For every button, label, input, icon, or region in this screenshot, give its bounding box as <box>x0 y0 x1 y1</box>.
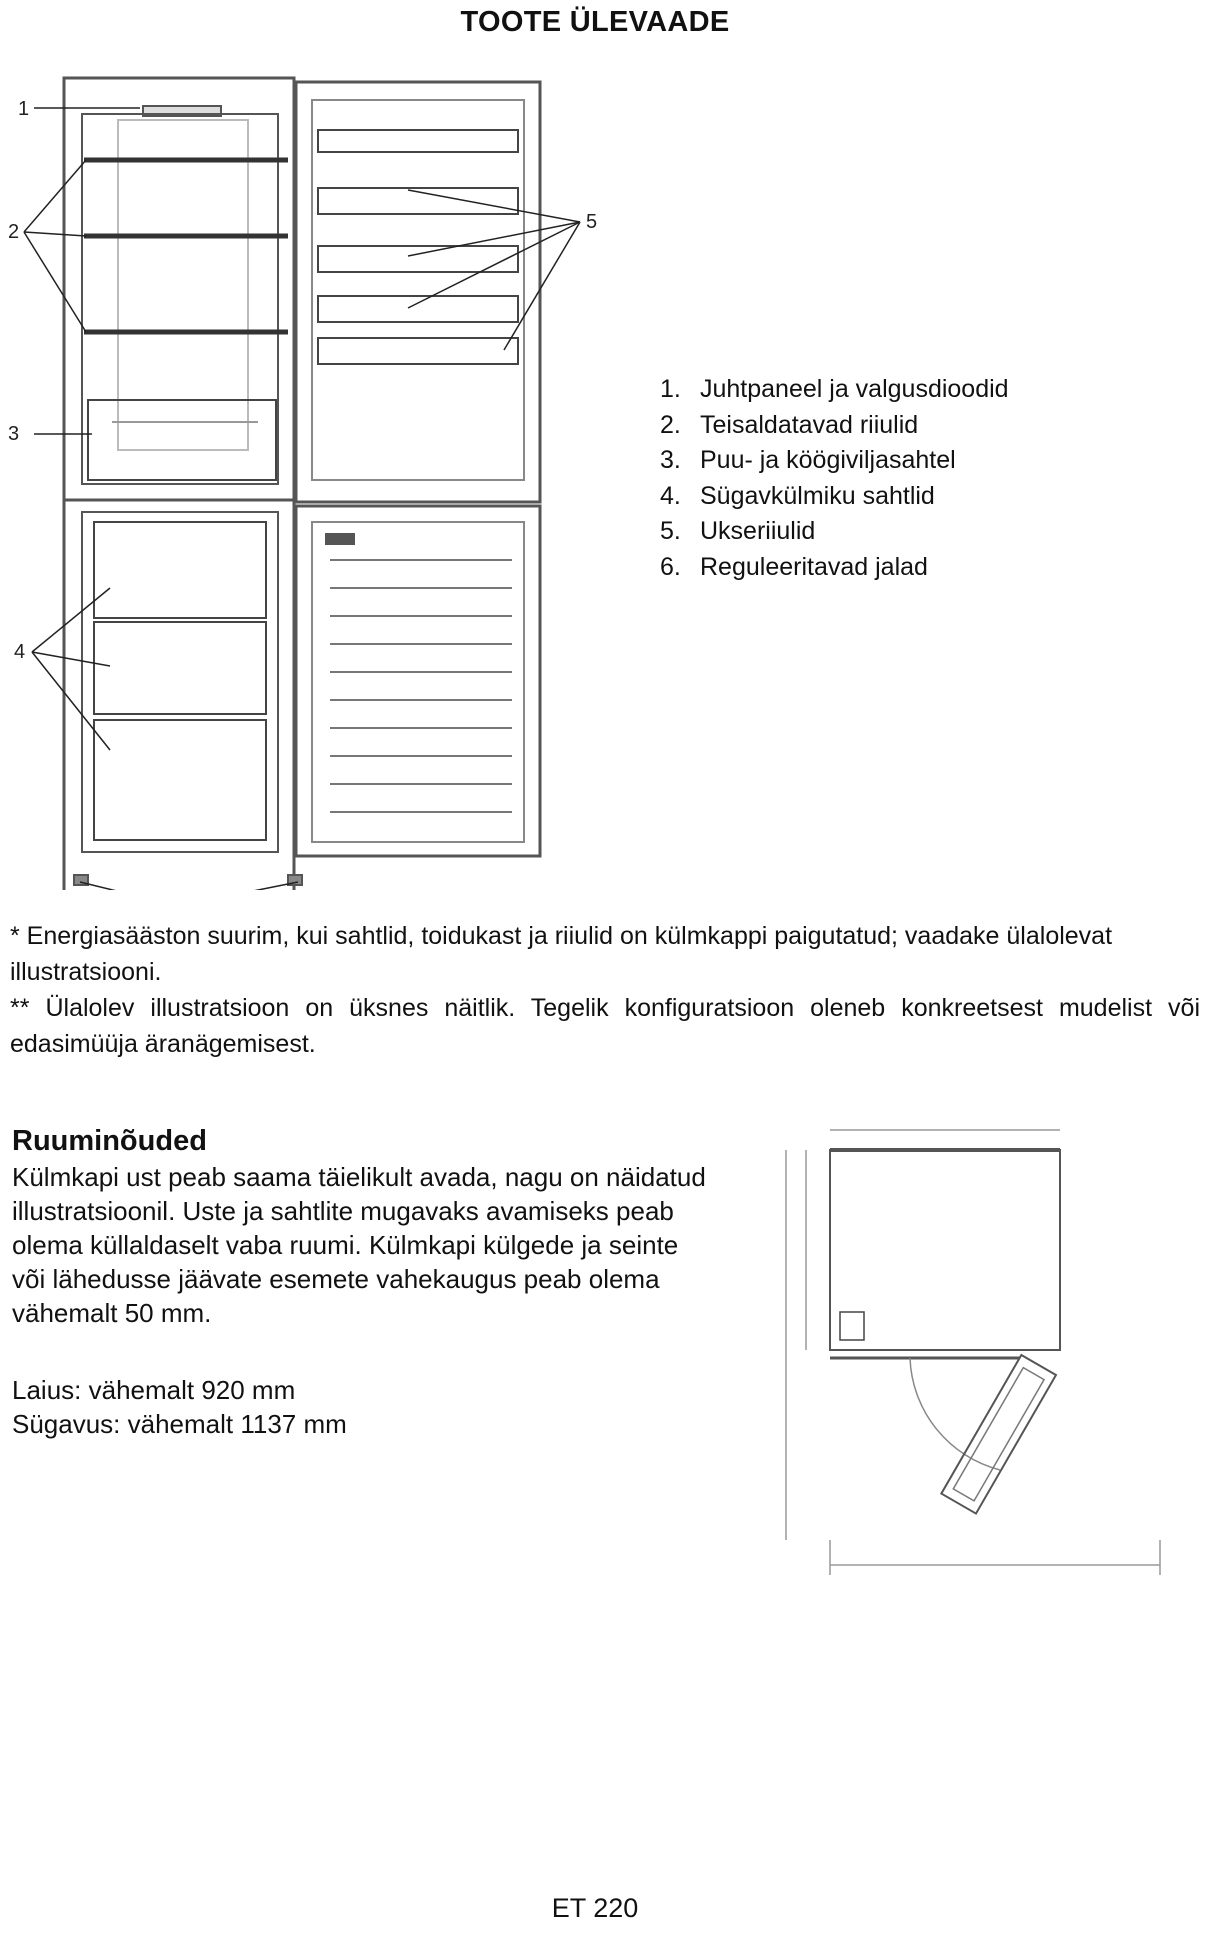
open-door <box>941 1355 1056 1514</box>
dimension-requirements <box>12 1373 347 1441</box>
freezer-door <box>296 506 540 856</box>
callout-1: 1 <box>18 98 30 120</box>
legend-item: 6. Reguleeritavad jalad <box>660 552 928 581</box>
min-depth: Sügavus: vähemalt 1137 mm <box>12 1409 347 1439</box>
legend-item: 3. Puu- ja köögiviljasahtel <box>660 446 956 474</box>
freezer-drawers <box>94 522 266 840</box>
legend-item: 4. Sügavkülmiku sahtlid <box>660 481 935 510</box>
note-energy: * Energiasääston suurim, kui sahtlid, toidukast ja riiulid on külmkappi paigutatud; vaadake ülalolevat illustratsiooni. <box>10 922 1113 986</box>
shelves <box>84 160 288 332</box>
legend-item: 5. Ukseriiulid <box>660 517 816 545</box>
page-footer: ET 220 <box>551 1893 639 1923</box>
clearance-diagram <box>770 1120 1180 1580</box>
callout-3: 3 <box>8 423 20 445</box>
fridge-door <box>296 82 540 502</box>
min-width: Laius: vähemalt 920 mm <box>12 1375 296 1405</box>
door-shelves <box>318 130 518 364</box>
space-text: Külmkapi ust peab saama täielikult avada, nagu on näidatud illustratsioonil. Uste ja sahtlite mugavaks avamiseks peab olema küllaldaselt vaba ruumi. Külmkapi külgede ja seinte või lähedusse jäävate esemete vahekaugus peab olema vähemalt 50 mm. <box>12 1162 706 1328</box>
note-illustration: ** Ülalolev illustratsioon on üksnes näitlik. Tegelik konfiguratsioon oleneb konkreetsest mudelist või edasimüüja äranägemisest. <box>10 994 1200 1058</box>
callout-5: 5 <box>586 211 598 233</box>
callout-4: 4 <box>14 641 26 663</box>
legend-item: 2. Teisaldatavad riiulid <box>660 410 919 439</box>
space-heading: Ruuminõuded <box>12 1125 207 1157</box>
callout-2: 2 <box>8 221 20 243</box>
page-title: TOOTE ÜLEVAADE <box>460 6 730 38</box>
fridge-overview-diagram <box>0 60 640 890</box>
notes <box>10 918 1200 1062</box>
space-requirements <box>12 1122 712 1330</box>
parts-legend <box>660 372 1009 585</box>
legend-item: 1. Juhtpaneel ja valgusdioodid <box>660 375 1009 403</box>
freezer-compartment <box>82 512 278 852</box>
